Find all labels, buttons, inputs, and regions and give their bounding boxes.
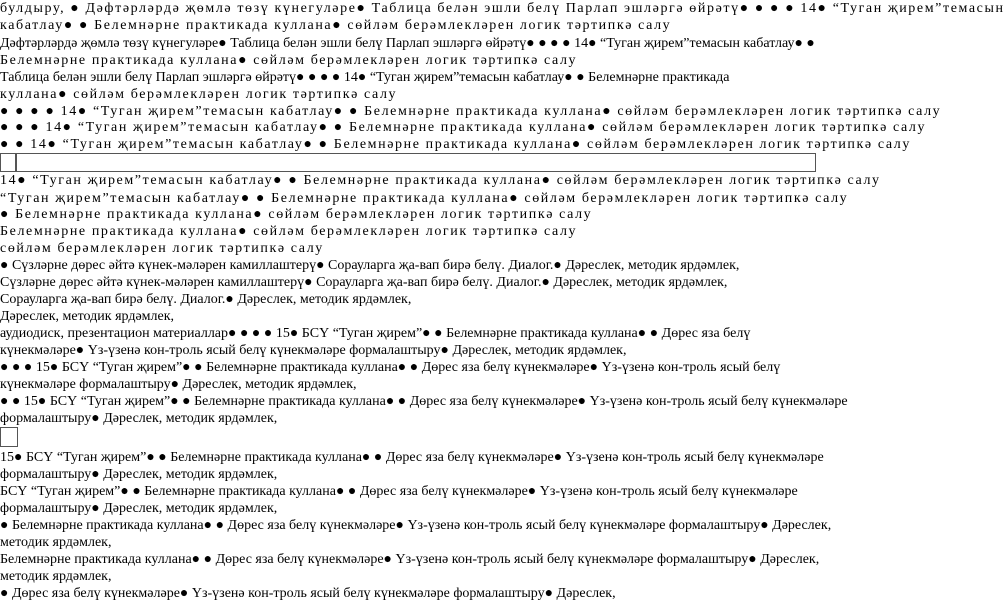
text-line: ● Белемнәрне практикада куллана● сөйләм берәмлекләрен логик тәртипкә салу: [0, 207, 593, 222]
text-line: ● ● ● 15● БСҮ “Туган җирем”● ● Белемнәрне практикада куллана● ● Дөрес яза белү күнекмәләре● Үз-үзенә кон-троль ясый белү: [0, 360, 781, 375]
text-line: формалаштыру● Дәреслек, методик ярдәмлек,: [0, 501, 278, 516]
text-line: ● Белемнәрне практикада куллана● ● Дөрес яза белү күнекмәләре● Үз-үзенә кон-троль ясый белү күнекмәләре формалаштыру● Дәреслек,: [0, 518, 832, 533]
table-cell-box: [0, 153, 16, 172]
text-line: формалаштыру● Дәреслек, методик ярдәмлек,: [0, 467, 278, 482]
text-line: методик ярдәмлек,: [0, 569, 112, 584]
text-line: Дәфтәрләрдә җөмлә төзү күнегуләре● Таблица белән эшли белү Парлап эшләргә өйрәтү● ● ● ● 14● “Туган җирем”темасын кабатлау● ●: [0, 36, 815, 51]
text-line: Сүзләрне дөрес әйтә күнек-мәләрен камиллаштерү● Сорауларга җа-вап бирә белү. Диалог.● Дәреслек, методик ярдәмлек,: [0, 275, 728, 290]
text-line: ● ● 15● БСҮ “Туган җирем”● ● Белемнәрне практикада куллана● ● Дөрес яза белү күнекмәләре● Үз-үзенә кон-троль ясый белү күнекмәләре: [0, 394, 848, 409]
text-line: ● ● ● ● 14● “Туган җирем”темасын кабатлау● ● Белемнәрне практикада куллана● сөйләм берәмлекләрен логик тәртипкә салу: [0, 104, 942, 119]
text-line: “Туган җирем”темасын кабатлау● ● Белемнәрне практикада куллана● сөйләм берәмлекләрен логик тәртипкә салу: [0, 191, 849, 206]
text-line: сөйләм берәмлекләрен логик тәртипкә салу: [0, 241, 324, 256]
text-line: ● ● 14● “Туган җирем”темасын кабатлау● ● Белемнәрне практикада куллана● сөйләм берәмлекләрен логик тәртипкә салу: [0, 137, 911, 152]
text-line: Белемнәрне практикада куллана● ● Дөрес яза белү күнекмәләре● Үз-үзенә кон-троль ясый белү күнекмәләре формалаштыру● Дәреслек,: [0, 552, 820, 567]
text-line: ● Сүзләрне дөрес әйтә күнек-мәләрен камиллаштерү● Сорауларга җа-вап бирә белү. Диалог.● Дәреслек, методик ярдәмлек,: [0, 258, 740, 273]
text-line: куллана● сөйләм берәмлекләрен логик тәртипкә салу: [0, 87, 398, 102]
text-line: күнекмәләре формалаштыру● Дәреслек, методик ярдәмлек,: [0, 377, 357, 392]
text-line: БСҮ “Туган җирем”● ● Белемнәрне практикада куллана● ● Дөрес яза белү күнекмәләре● Үз-үзенә кон-троль ясый белү күнекмәләре: [0, 484, 798, 499]
text-line: 15● БСҮ “Туган җирем”● ● Белемнәрне практикада куллана● ● Дөрес яза белү күнекмәләре● Үз-үзенә кон-троль ясый белү күнекмәләре: [0, 450, 824, 465]
text-line: ● ● ● 14● “Туган җирем”темасын кабатлау● ● Белемнәрне практикада куллана● сөйләм берәмлекләрен логик тәртипкә салу: [0, 120, 927, 135]
text-line: методик ярдәмлек,: [0, 535, 112, 550]
text-line: 14● “Туган җирем”темасын кабатлау● ● Белемнәрне практикада куллана● сөйләм берәмлекләрен логик тәртипкә салу: [0, 173, 881, 188]
text-line: формалаштыру● Дәреслек, методик ярдәмлек,: [0, 411, 278, 426]
text-line: Сорауларга җа-вап бирә белү. Диалог.● Дәреслек, методик ярдәмлек,: [0, 292, 412, 307]
text-line: кабатлау● ● Белемнәрне практикада куллана● сөйләм берәмлекләрен логик тәртипкә салу: [0, 18, 672, 33]
text-line: Белемнәрне практикада куллана● сөйләм берәмлекләрен логик тәртипкә салу: [0, 224, 578, 239]
text-line: аудиодиск, презентацион материаллар● ● ● ● 15● БСҮ “Туган җирем”● ● Белемнәрне практикада куллана● ● Дөрес яза белү: [0, 326, 751, 341]
text-line: булдыру, ● Дәфтәрләрдә җөмлә төзү күнегуләре● Таблица белән эшли белү Парлап эшләргә өйрәтү● ● ● ● 14● “Туган җирем”темасын: [0, 1, 1005, 16]
text-line: ● Дөрес яза белү күнекмәләре● Үз-үзенә кон-троль ясый белү күнекмәләре формалаштыру● Дәреслек,: [0, 586, 616, 601]
text-line: күнекмәләре● Үз-үзенә кон-троль ясый белү күнекмәләре формалаштыру● Дәреслек, методик ярдәмлек,: [0, 343, 627, 358]
text-line: Таблица белән эшли белү Парлап эшләргә өйрәтү● ● ● ● 14● “Туган җирем”темасын кабатлау● ● Белемнәрне практикада: [0, 70, 730, 85]
table-cell-box: [0, 427, 18, 447]
text-line: Белемнәрне практикада куллана● сөйләм берәмлекләрен логик тәртипкә салу: [0, 53, 578, 68]
table-cell-box: [16, 153, 816, 172]
text-line: Дәреслек, методик ярдәмлек,: [0, 309, 175, 324]
